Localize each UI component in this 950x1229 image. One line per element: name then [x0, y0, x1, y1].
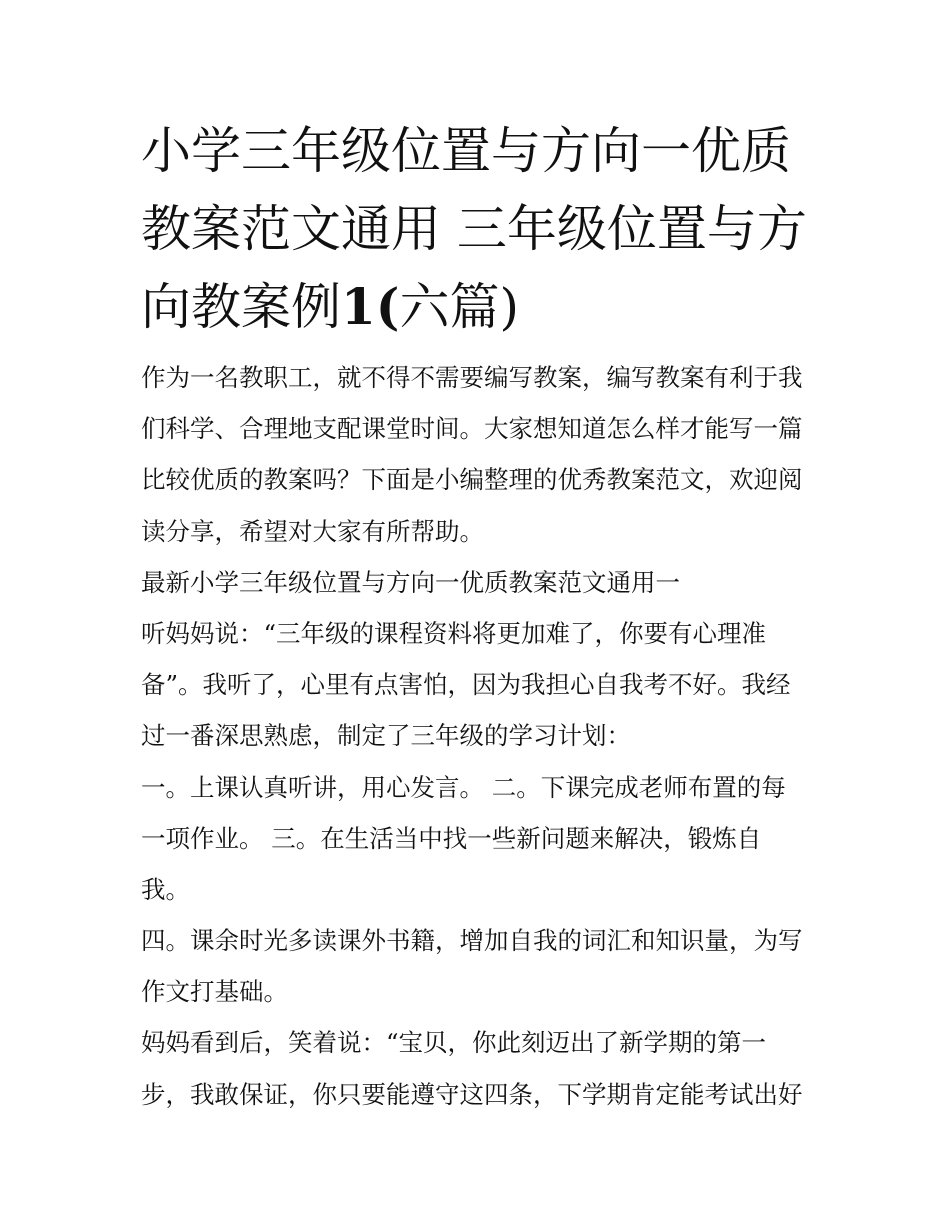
- body-line: 们科学、合理地支配课堂时间。大家想知道怎么样才能写一篇: [141, 414, 803, 444]
- title-line-end: 六篇): [399, 278, 519, 336]
- body-line: 一项作业。 三。在生活当中找一些新问题来解决，锻炼自: [141, 823, 762, 853]
- title-line: 小学三年级位置与方向一优质: [141, 122, 791, 180]
- body-line: 作文打基础。: [141, 977, 288, 1007]
- body-line: 听妈妈说：“三年级的课程资料将更加难了，你要有心理准: [141, 618, 767, 648]
- title-line: 教案范文通用 三年级位置与方: [141, 200, 807, 258]
- body-line: 我。: [141, 874, 190, 904]
- body-line: 步，我敢保证，你只要能遵守这四条，下学期肯定能考试出好: [141, 1079, 803, 1109]
- body-line: 备”。我听了，心里有点害怕，因为我担心自我考不好。我经: [141, 670, 791, 700]
- document-title: [141, 112, 841, 346]
- document-body: [141, 352, 831, 1120]
- section-heading: 最新小学三年级位置与方向一优质教案范文通用一: [141, 567, 680, 597]
- body-line: 读分享，希望对大家有所帮助。: [141, 516, 484, 546]
- body-line: 妈妈看到后，笑着说：“宝贝，你此刻迈出了新学期的第一: [141, 1028, 767, 1058]
- title-line: [141, 268, 841, 346]
- body-line: 四。课余时光多读课外书籍，增加自我的词汇和知识量，为写: [141, 926, 803, 956]
- body-line: 一。上课认真听讲，用心发言。 二。下课完成老师布置的每: [141, 772, 786, 802]
- body-line: 比较优质的教案吗？下面是小编整理的优秀教案范文，欢迎阅: [141, 465, 803, 495]
- body-line: 作为一名教职工，就不得不需要编写教案，编写教案有利于我: [141, 363, 803, 392]
- body-line: 过一番深思熟虑，制定了三年级的学习计划：: [141, 721, 631, 751]
- title-number: 1(: [341, 277, 400, 336]
- title-line-text: 向教案例: [141, 278, 341, 336]
